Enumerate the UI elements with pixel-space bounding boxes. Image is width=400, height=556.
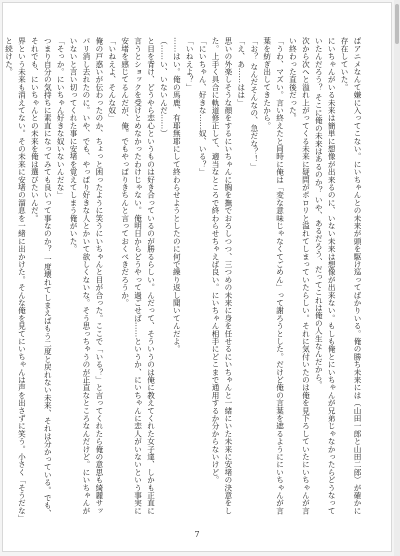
paragraph: 界という未来も消えてない。その未来に安堵の溜息を一緒に出かけた。そんな俺を見てにいちゃんは声を出さずに笑う。小さく「そうだな」と続けた。	[4, 37, 27, 519]
paragraph: 「いねえよ？」	[185, 37, 195, 91]
paragraph: 「そっか。にいちゃん好きな奴いないんだな」	[56, 37, 66, 199]
paragraph: 思いの外楽しそうな顔をするにいちゃんに胸を撫でおろしつつ、三つめの未来に身を任せるにいちゃんと一緒にいた未来に安堵の決意をした。上手く具合に軌道修正して、適当なところで終わらせちゃえば良い。にいちゃん相手にどこまで通用するか分からないけど。	[211, 37, 233, 515]
paragraph: （……い、いないんだ……）	[159, 37, 169, 138]
document-page	[2, 2, 392, 552]
paragraph: 「うわ、マズい。言い終えたと同時に俺は「変な意味じゃなくてごめん」って謝ろうとした。だけど俺の言葉を遮るようににいちゃんが言葉を紡ぎ出してきたから。	[262, 37, 285, 515]
paragraph	[0, 37, 2, 521]
paragraph: 次から次へと溢れ上がってくる未来に疑問がポロリと溢れてしまっていたらしい。それに気付いたのは俺を見下ろしていたにいちゃんが言い終わった直後だった。	[288, 37, 311, 515]
paragraph: 俺の戸惑いが伝わったのか、ちょっと困ったように笑うにいちゃんと目が合った。ここで「いる？」と言ってくれたら俺の意思も綺麗サッパリ消し去れたのに。いや、でも、やっぱり好きな人とかいて欲しくないな。そう思っちゃうのが正直なところなんだけど。にいちゃんがいないと言い切ってくれた事に安堵を覚えてしまう俺がいた。	[69, 37, 104, 515]
paragraph: ……はい。俺の馬鹿、有耶無耶にして終わらせようとしたのに何で繰り返し聞いてんだよ。	[172, 37, 182, 353]
paragraph: 「いねえよ、そんな奴」	[107, 37, 117, 122]
paragraph: 「え、あ……はは」	[236, 37, 246, 107]
paragraph: と目を背け、どうやら恋心というものは好き合っているのが勝るらしい。んだって、そういうのは俺に教えてくれた女子達、しかも正直に言うとショックを受けとめなかったわけじゃない。俺明日からどうやって過ごせば……というか、にいちゃんに恋人がいないという事実に安堵を感じてるんだが、俺。でもやっぱりきちんと言っておくべきだろうか。	[120, 37, 156, 515]
scrollbar-thumb[interactable]	[395, 4, 399, 44]
paragraph: つまり自分の気持ちに素直になってみても良いって事なのか？ 一度壊れてしまえばもう二度と戻れない未来、それは分かっている。でも、それでも、にいちゃんとの未来を俺は選びたいんだ。	[30, 37, 53, 517]
vertical-body-text	[4, 37, 363, 521]
vertical-scrollbar[interactable]	[394, 0, 400, 556]
paragraph: にいちゃんがいる未来は簡単に想像が出来るのに、いない未来は想像が出来ない。もしも俺とにいちゃんが兄弟じゃなかったらどうなっていたんだろう？ そこに俺の未来はあるのか？ いや、あるだろう、だってこれは俺の人生なんだから。	[314, 37, 337, 515]
page-number: 7	[194, 530, 200, 539]
paragraph: 「お？ なんだそんなの、急だな？！」	[249, 37, 259, 171]
paragraph: 「にいちゃん、好きな……奴、いる？」	[198, 37, 208, 176]
paragraph: ばアニメなんて嫌に入ってこない。にいちゃんとの未来が頭を駆け巡ってばかりいる。俺の勝ち未来には（山田一郎と山田二郎）が確かに存在していた。	[340, 37, 362, 515]
